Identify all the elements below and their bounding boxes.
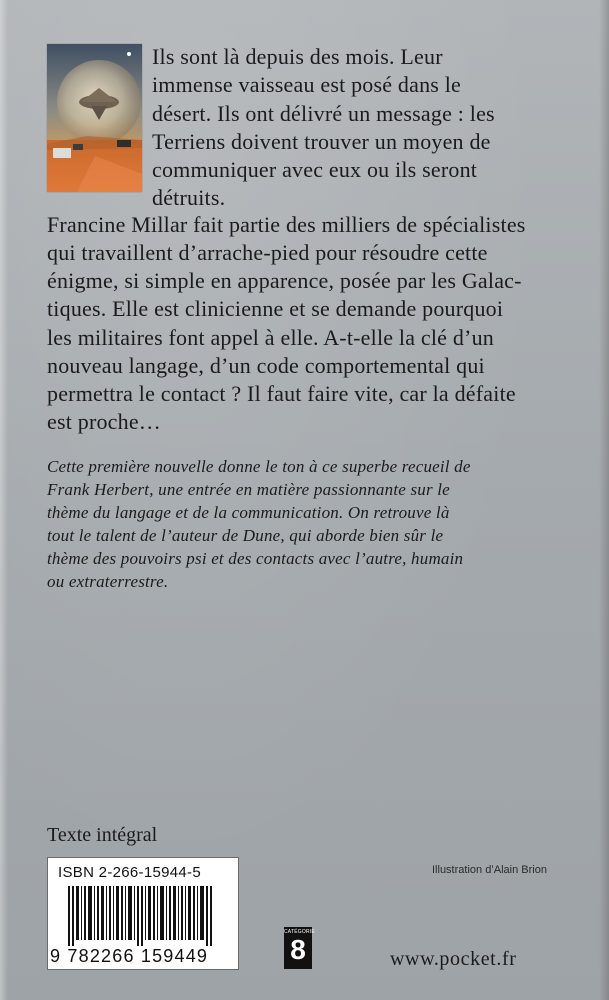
cover-right-edge xyxy=(599,0,609,1000)
blurb-intro-line: Ils sont là depuis des mois. Leur xyxy=(152,44,443,69)
blurb-body-line: nouveau langage, d’un code comportemental qui xyxy=(47,353,485,378)
isbn-label: ISBN 2-266-15944-5 xyxy=(58,864,201,881)
blurb-italic-line: tout le talent de l’auteur de Dune, qui aborde bien sûr le xyxy=(47,526,444,545)
categorie-label: CATÉGORIE xyxy=(284,929,315,935)
isbn-barcode xyxy=(47,857,239,970)
blurb-intro-line: Terriens doivent trouver un moyen de xyxy=(152,129,491,154)
blurb-italic-line: Frank Herbert, une entrée en matière passionnante sur le xyxy=(47,480,450,499)
blurb-italic-line: thème du langage et de la communication. On retrouve là xyxy=(47,503,450,522)
ean-digits: 9 782266 159449 xyxy=(50,946,209,966)
illustration-credit: Illustration d’Alain Brion xyxy=(432,864,547,876)
blurb-intro-line: détruits. xyxy=(152,185,226,210)
blurb-body-line: énigme, si simple en apparence, posée par les Galac- xyxy=(47,268,522,293)
blurb-intro-line: désert. Ils ont délivré un message : les xyxy=(152,101,495,126)
cover-illustration-thumbnail xyxy=(47,44,142,192)
blurb-body-line: qui travaillent d’arrache-pied pour résoudre cette xyxy=(47,240,488,265)
categorie-badge xyxy=(284,927,315,969)
blurb-italic-line: ou extraterrestre. xyxy=(47,572,169,591)
blurb-body-line: permettra le contact ? Il faut faire vite, car la défaite xyxy=(47,381,516,406)
blurb-italic-line: thème des pouvoirs psi et des contacts avec l’autre, humain xyxy=(47,549,464,568)
blurb-body-line: tiques. Elle est clinicienne et se demande pourquoi xyxy=(47,296,504,321)
blurb-body-line: est proche… xyxy=(47,409,161,434)
blurb-body-line: les militaires font appel à elle. A-t-elle la clé d’un xyxy=(47,325,494,350)
blurb-intro-line: communiquer avec eux ou ils seront xyxy=(152,157,478,182)
texte-integral-label: Texte intégral xyxy=(47,824,158,846)
blurb-body-line: Francine Millar fait partie des milliers de spécialistes xyxy=(47,212,526,237)
blurb-intro-line: immense vaisseau est posé dans le xyxy=(152,72,462,97)
barcode-bars xyxy=(60,886,230,946)
publisher-website: www.pocket.fr xyxy=(390,948,517,970)
categorie-number: 8 xyxy=(290,934,306,965)
blurb-italic-line: Cette première nouvelle donne le ton à ce superbe recueil de xyxy=(47,457,471,476)
cover-left-edge xyxy=(0,0,8,1000)
